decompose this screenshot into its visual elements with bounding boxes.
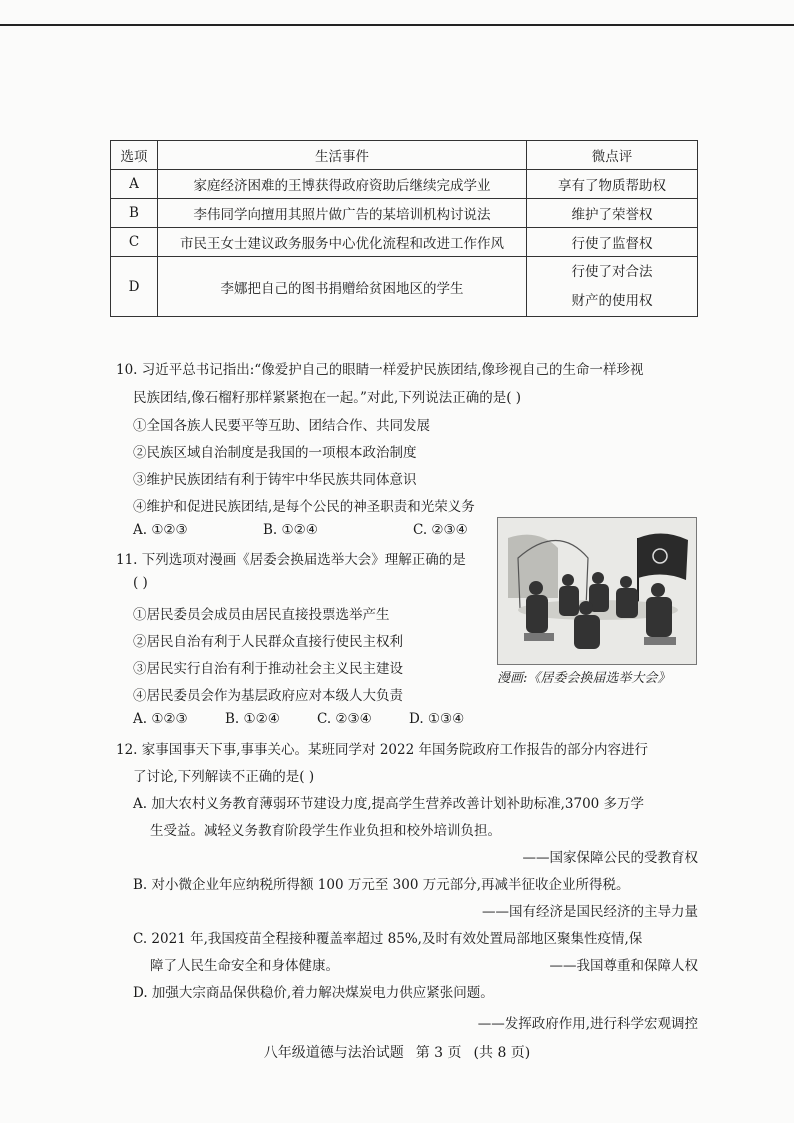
table-row [111, 199, 698, 228]
row-remark-line: 财产的使用权 [571, 292, 653, 309]
q11-choices [133, 711, 464, 727]
q10-item: ①全国各族人民要平等互助、团结合作、共同发展 [133, 418, 430, 434]
q11-stem-line: 11. 下列选项对漫画《居委会换届选举大会》理解正确的是 [116, 552, 466, 568]
q11-item: ③居民实行自治有利于推动社会主义民主建设 [133, 661, 403, 677]
row-event: 市民王女士建议政务服务中心优化流程和改进工作作风 [158, 228, 527, 257]
header-event: 生活事件 [158, 141, 527, 170]
cartoon-drawing [498, 518, 696, 664]
row-option: B [111, 199, 158, 228]
row-remark: 行使了监督权 [527, 228, 698, 257]
q11-item: ①居民委员会成员由居民直接投票选举产生 [133, 607, 390, 623]
header-remark: 微点评 [527, 141, 698, 170]
choice-a: A. ①②③ [133, 522, 188, 538]
q12-note-d: ——发挥政府作用,进行科学宏观调控 [477, 1016, 698, 1032]
row-remark: 享有了物质帮助权 [527, 170, 698, 199]
footer-subject: 八年级道德与法治试题 [263, 1045, 404, 1061]
table-header-row [111, 141, 698, 170]
q12-option-c: C. 2021 年,我国疫苗全程接种覆盖率超过 85%,及时有效处置局部地区聚集性疫情,保 [133, 931, 643, 947]
choice-b: B. ①②④ [225, 711, 280, 727]
choice-c: C. ②③④ [317, 711, 372, 727]
q12-stem-line: 12. 家事国事天下事,事事关心。某班同学对 2022 年国务院政府工作报告的部分内容进行 [116, 742, 648, 758]
row-event: 李娜把自己的图书捐赠给贫困地区的学生 [158, 257, 527, 317]
cartoon-image [497, 517, 697, 665]
q12-option-c-cont: 障了人民生命安全和身体健康。 [150, 958, 339, 974]
row-option: C [111, 228, 158, 257]
row-remark-line: 行使了对合法 [571, 263, 653, 280]
q11-item: ④居民委员会作为基层政府应对本级人大负责 [133, 688, 403, 704]
table-row [111, 257, 698, 317]
q10-stem-line: 民族团结,像石榴籽那样紧紧抱在一起。”对此,下列说法正确的是( ) [133, 390, 522, 406]
table-row [111, 228, 698, 257]
row-remark [527, 257, 698, 317]
footer-total: (共 8 页) [473, 1045, 531, 1061]
row-option: D [111, 257, 158, 317]
header-option: 选项 [111, 141, 158, 170]
q11-stem-line: ( ) [133, 575, 148, 591]
row-event: 家庭经济困难的王博获得政府资助后继续完成学业 [158, 170, 527, 199]
q12-note-b: ——国有经济是国民经济的主导力量 [482, 904, 698, 920]
q12-note-a: ——国家保障公民的受教育权 [522, 850, 698, 866]
choice-b: B. ①②④ [263, 522, 318, 538]
choice-a: A. ①②③ [133, 711, 188, 727]
row-option: A [111, 170, 158, 199]
q12-option-d: D. 加强大宗商品保供稳价,着力解决煤炭电力供应紧张问题。 [133, 985, 494, 1001]
q11-item: ②居民自治有利于人民群众直接行使民主权利 [133, 634, 403, 650]
footer-page: 第 3 页 [415, 1045, 462, 1061]
table-row [111, 170, 698, 199]
top-rule [0, 24, 794, 26]
q10-item: ③维护民族团结有利于铸牢中华民族共同体意识 [133, 472, 417, 488]
q12-option-b: B. 对小微企业年应纳税所得额 100 万元至 300 万元部分,再减半征收企业所得税。 [133, 877, 630, 893]
row-event: 李伟同学向擅用其照片做广告的某培训机构讨说法 [158, 199, 527, 228]
q12-stem-line: 了讨论,下列解读不正确的是( ) [133, 769, 315, 785]
choice-c: C. ②③④ [413, 522, 468, 538]
page-footer [0, 1042, 794, 1062]
cartoon-caption: 漫画:《居委会换届选举大会》 [497, 671, 671, 686]
q12-option-a-cont: 生受益。减轻义务教育阶段学生作业负担和校外培训负担。 [150, 823, 501, 839]
q12-option-a: A. 加大农村义务教育薄弱环节建设力度,提高学生营养改善计划补助标准,3700 多万学 [133, 796, 645, 812]
q10-item: ④维护和促进民族团结,是每个公民的神圣职责和光荣义务 [133, 499, 475, 515]
q10-stem-line: 10. 习近平总书记指出:“像爱护自己的眼睛一样爱护民族团结,像珍视自己的生命一样珍视 [116, 362, 644, 378]
q10-item: ②民族区域自治制度是我国的一项根本政治制度 [133, 445, 417, 461]
q12-note-c: ——我国尊重和保障人权 [549, 958, 698, 974]
row-remark: 维护了荣誉权 [527, 199, 698, 228]
choice-d: D. ①③④ [409, 711, 465, 727]
options-table [110, 140, 698, 317]
